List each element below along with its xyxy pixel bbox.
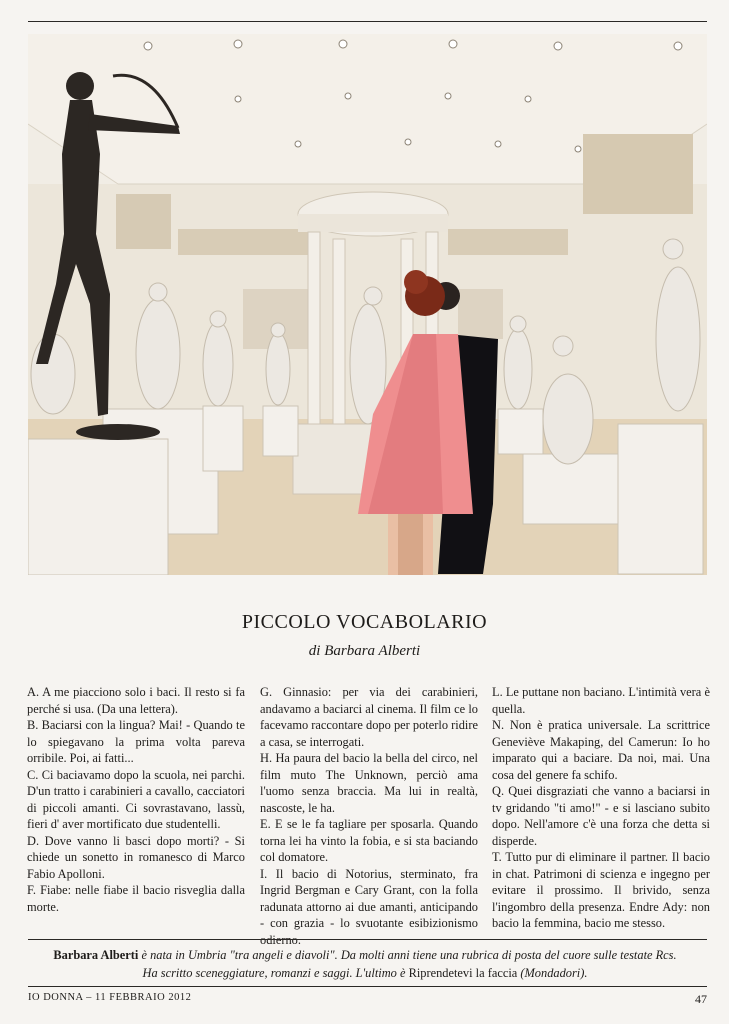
article-title: PICCOLO VOCABOLARIO: [241, 611, 488, 633]
bio-line-2b: (Mondadori).: [517, 966, 588, 980]
author-bio: [40, 946, 690, 982]
magazine-footer: IO DONNA – 11 FEBBRAIO 2012: [28, 992, 192, 1003]
footer-rule: [28, 986, 707, 987]
entry-q: Q. Quei disgraziati che vanno a baciarsi in tv gridando "ti amo!" - e si lasciano subito dopo. Nell'amore c'è una forza che detta si disperde.: [492, 784, 710, 848]
top-rule: [28, 21, 707, 22]
entry-c: C. Ci baciavamo dopo la scuola, nei parchi. D'un tratto i carabinieri a cavallo, cacciatori di piccoli amanti. Ci sovrastavano, lassù, fieri d' aver mortificato due studentelli.: [27, 767, 245, 831]
author-name: Barbara Alberti: [53, 948, 139, 962]
bio-top-rule: [28, 939, 707, 940]
entry-g: G. Ginnasio: per via dei carabinieri, andavamo a baciarci al cinema. Il film ce lo facevamo raccontare dopo per poterlo ridire a casa, se interrogati.: [260, 685, 478, 749]
entry-a: A. A me piacciono solo i baci. Il resto si fa perché si usa. (Da una lettera).: [27, 685, 245, 716]
entry-i: I. Il bacio di Notorius, sterminato, fra Ingrid Bergman e Cary Grant, con la folla radunata attorno ai due amanti, anticipando - con grazia - lo svuotante esibizionismo odierno.: [260, 866, 478, 947]
bio-line-1: è nata in Umbria "tra angeli e diavoli". Da molti anni tiene una rubrica di posta del cuore sulle testate Rcs.: [138, 948, 677, 962]
entry-l: L. Le puttane non baciano. L'intimità vera è quella.: [492, 685, 710, 716]
bio-line-2a: Ha scritto sceneggiature, romanzi e saggi. L'ultimo è: [142, 966, 409, 980]
entry-f: F. Fiabe: nelle fiabe il bacio risveglia dalla morte.: [27, 883, 245, 914]
page-number: 47: [695, 992, 707, 1006]
entry-n: N. Non è pratica universale. La scrittrice Geneviève Makaping, del Camerun: Io ho imparato qui a baciare. Da noi, mai. Una cosa del genere fa schifo.: [492, 718, 710, 782]
entry-t: T. Tutto pur di eliminare il partner. Il bacio in chat. Patrimoni di scienza e ingegno per evitare il prossimo. Il brivido, senza l'ingombro della presenza. Endre Ady: non bacio la femmina, bacio me stesso.: [492, 850, 710, 930]
book-title: Riprendetevi la faccia: [408, 966, 518, 980]
entry-e: E. E se le fa tagliare per sposarla. Quando torna lei ha vinto la fobia, e si sta baciando col domatore.: [260, 817, 478, 864]
entry-d: D. Dove vanno li basci dopo morti? - Si chiede un sonetto in romanesco di Marco Fabio Apolloni.: [27, 833, 245, 881]
article-byline: di Barbara Alberti: [308, 643, 421, 659]
entry-h: H. Ha paura del bacio la bella del circo, nel film muto The Unknown, perciò ama l'uomo senza braccia. Ma lui in realtà, nascoste, le ha.: [260, 751, 478, 815]
article-photo: [28, 34, 707, 575]
column-1: [27, 684, 245, 915]
entry-b: B. Baciarsi con la lingua? Mai! - Quando te lo spiegavano la prima volta pareva orribile. Poi, ai fatti...: [27, 718, 245, 765]
column-2: [260, 684, 478, 948]
column-3: [492, 684, 710, 932]
